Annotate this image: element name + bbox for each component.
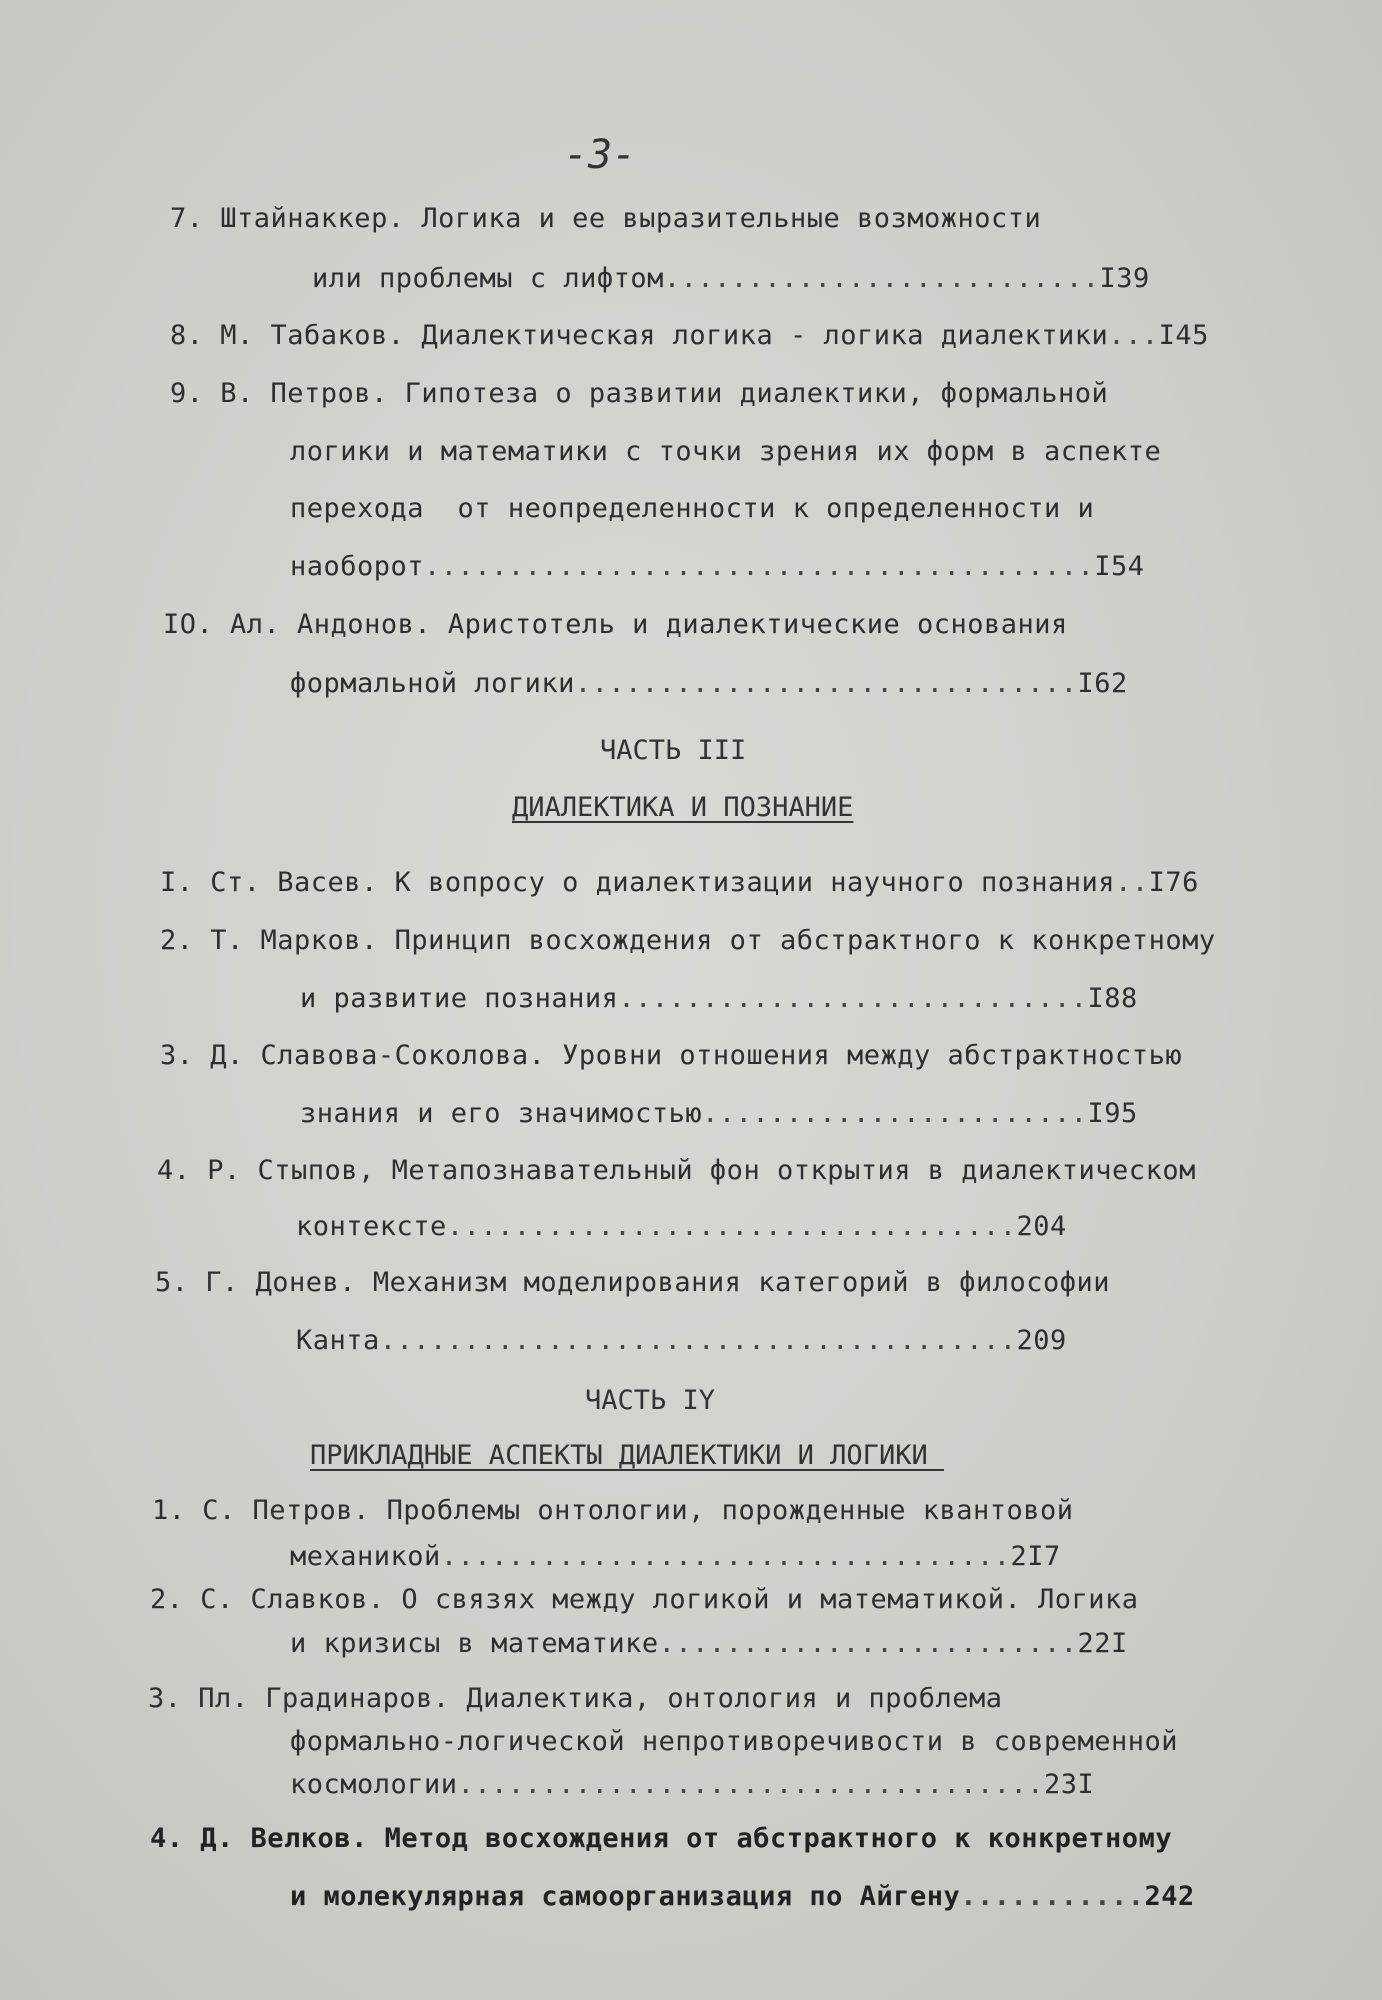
toc-entry-iii-1: [160, 866, 1199, 900]
entry-page: I39: [1099, 263, 1150, 294]
toc-entry-iv-3-title: 3. Пл. Градинаров. Диалектика, онтология и проблема: [148, 1683, 1003, 1714]
leader-dots: ..............................: [574, 668, 1078, 699]
toc-entry-iii-5-title: 5. Г. Донев. Механизм моделирования категорий в философии: [155, 1267, 1111, 1298]
leader-dots: ..................................: [446, 1211, 1017, 1242]
entry-text: I. Ст. Васев. К вопросу о диалектизации научного познания: [160, 867, 1116, 898]
toc-entry-iv-1-continuation: [290, 1540, 1061, 1574]
entry-text: 8. М. Табаков. Диалектическая логика - логика диалектики: [170, 320, 1109, 351]
entry-page: 23I: [1044, 1769, 1095, 1800]
toc-entry-iii-2-title: 2. Т. Марков. Принцип восхождения от абстрактного к конкретному: [160, 925, 1216, 956]
leader-dots: ..: [1115, 867, 1149, 898]
part-iii-subtitle: ДИАЛЕКТИКА И ПОЗНАНИЕ: [512, 792, 854, 823]
toc-entry-7-continuation: [312, 262, 1150, 296]
toc-entry-iii-2-continuation: [300, 982, 1138, 1016]
entry-text: контексте: [296, 1211, 447, 1242]
toc-entry-iv-3-continuation: [290, 1768, 1094, 1802]
leader-dots: ......................................: [379, 1325, 1017, 1356]
toc-entry-iv-2-continuation: [290, 1627, 1128, 1661]
leader-dots: ...: [1108, 320, 1159, 351]
toc-entry-iii-4-title: 4. Р. Стыпов, Метапознавательный фон открытия в диалектическом: [157, 1155, 1196, 1186]
entry-page: I88: [1087, 983, 1138, 1014]
toc-entry-iii-4-continuation: [296, 1210, 1067, 1244]
toc-entry-iv-2-title: 2. С. Славков. О связях между логикой и математикой. Логика: [150, 1584, 1139, 1615]
entry-text: и молекулярная самоорганизация по Айгену: [290, 1881, 961, 1912]
entry-text: или проблемы с лифтом: [312, 263, 664, 294]
toc-entry-10-title: IO. Ал. Андонов. Аристотель и диалектические основания: [163, 609, 1068, 640]
toc-entry-iv-4-title: 4. Д. Велков. Метод восхождения от абстрактного к конкретному: [150, 1823, 1173, 1854]
entry-text: космологии: [290, 1769, 458, 1800]
leader-dots: .........................: [658, 1628, 1078, 1659]
leader-dots: ............................: [618, 983, 1088, 1014]
entry-page: 2I7: [1010, 1541, 1061, 1572]
part-iii-title: ЧАСТЬ III: [600, 735, 747, 766]
toc-entry-10-continuation: [290, 667, 1128, 701]
entry-text: наоборот: [290, 551, 425, 582]
toc-entry-7-title: 7. Штайнаккер. Логика и ее выразительные возможности: [170, 203, 1042, 234]
leader-dots: ...........: [960, 1881, 1145, 1912]
toc-entry-iii-3-title: 3. Д. Славова-Соколова. Уровни отношения между абстрактностью: [160, 1040, 1183, 1071]
entry-page: I95: [1087, 1098, 1138, 1129]
entry-page: 242: [1144, 1881, 1195, 1912]
toc-entry-iii-5-continuation: [296, 1324, 1067, 1358]
entry-text: формальной логики: [290, 668, 575, 699]
toc-entry-9-line3: перехода от неопределенности к определенности и: [290, 493, 1095, 524]
entry-text: механикой: [290, 1541, 441, 1572]
toc-entry-iv-4-continuation: [290, 1880, 1195, 1914]
toc-entry-iii-3-continuation: [300, 1097, 1138, 1131]
toc-entry-iv-1-title: 1. С. Петров. Проблемы онтологии, порожденные квантовой: [152, 1495, 1074, 1526]
entry-page: I54: [1094, 551, 1145, 582]
entry-text: знания и его значимостью: [300, 1098, 703, 1129]
page-number: -3-: [563, 132, 637, 178]
leader-dots: .......................: [702, 1098, 1088, 1129]
toc-entry-9-continuation: [290, 550, 1145, 584]
entry-page: I45: [1158, 320, 1209, 351]
toc-entry-8: [170, 319, 1209, 353]
entry-page: 204: [1016, 1211, 1067, 1242]
part-iv-subtitle: ПРИКЛАДНЫЕ АСПЕКТЫ ДИАЛЕКТИКИ И ЛОГИКИ: [310, 1440, 944, 1471]
toc-entry-9-title: 9. В. Петров. Гипотеза о развитии диалектики, формальной: [170, 378, 1109, 409]
toc-entry-iv-3-line2: формально-логической непротиворечивости в современной: [290, 1726, 1179, 1757]
entry-page: 22I: [1077, 1628, 1128, 1659]
leader-dots: ..................................: [440, 1541, 1011, 1572]
entry-text: и кризисы в математике: [290, 1628, 659, 1659]
toc-entry-9-line2: логики и математики с точки зрения их форм в аспекте: [290, 436, 1162, 467]
part-iv-title: ЧАСТЬ IY: [585, 1385, 716, 1416]
entry-page: I62: [1077, 668, 1128, 699]
entry-page: 209: [1016, 1325, 1067, 1356]
leader-dots: ........................................: [424, 551, 1095, 582]
entry-text: и развитие познания: [300, 983, 619, 1014]
leader-dots: ...................................: [457, 1769, 1045, 1800]
entry-page: I76: [1148, 867, 1199, 898]
entry-text: Канта: [296, 1325, 380, 1356]
leader-dots: ..........................: [663, 263, 1100, 294]
